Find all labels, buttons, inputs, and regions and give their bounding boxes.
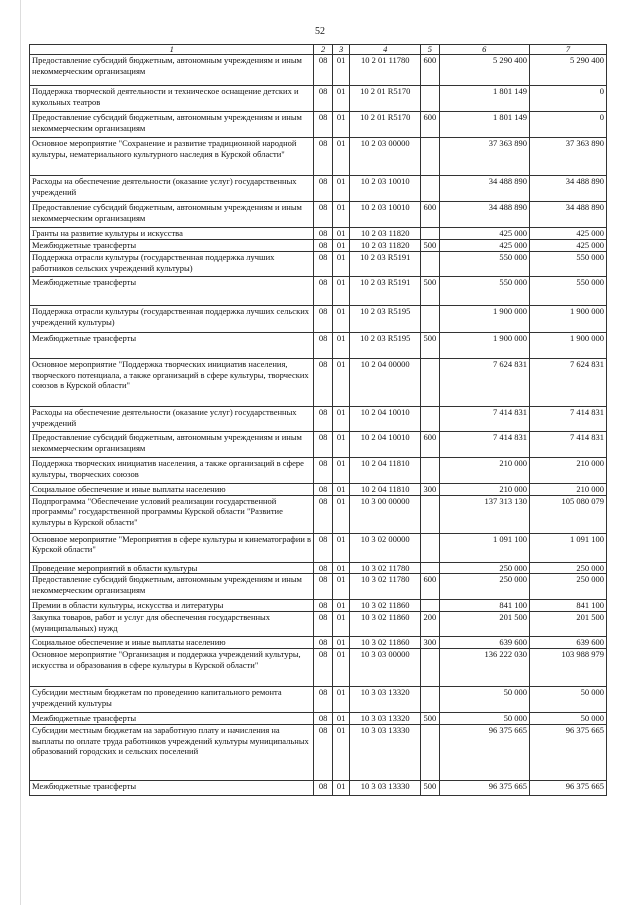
row-subsection-cell: 01 bbox=[332, 432, 349, 458]
row-amount-col7-cell: 1 091 100 bbox=[529, 533, 606, 562]
row-subsection-cell: 01 bbox=[332, 600, 349, 612]
row-expense-type-cell: 500 bbox=[421, 713, 439, 725]
row-section-cell: 08 bbox=[314, 495, 332, 533]
row-amount-col6-cell: 37 363 890 bbox=[439, 138, 529, 176]
row-amount-col7-cell: 50 000 bbox=[529, 687, 606, 713]
row-section-cell: 08 bbox=[314, 306, 332, 333]
row-subsection-cell: 01 bbox=[332, 781, 349, 796]
row-target-article-cell: 10 2 03 R5195 bbox=[350, 306, 421, 333]
row-name-cell: Межбюджетные трансферты bbox=[30, 240, 314, 252]
row-section-cell: 08 bbox=[314, 574, 332, 600]
table-row bbox=[30, 55, 607, 86]
row-amount-col7-cell: 50 000 bbox=[529, 713, 606, 725]
row-subsection-cell: 01 bbox=[332, 86, 349, 112]
row-name-cell: Предоставление субсидий бюджетным, автономным учреждениям и иным некоммерческим организациям bbox=[30, 202, 314, 228]
row-target-article-cell: 10 3 03 13330 bbox=[350, 781, 421, 796]
row-amount-col7-cell: 7 624 831 bbox=[529, 359, 606, 407]
row-amount-col7-cell: 0 bbox=[529, 86, 606, 112]
row-section-cell: 08 bbox=[314, 713, 332, 725]
row-target-article-cell: 10 2 01 R5170 bbox=[350, 86, 421, 112]
row-amount-col6-cell: 425 000 bbox=[439, 240, 529, 252]
row-expense-type-cell bbox=[421, 176, 439, 202]
table-row bbox=[30, 86, 607, 112]
row-subsection-cell: 01 bbox=[332, 458, 349, 484]
row-target-article-cell: 10 3 02 11780 bbox=[350, 574, 421, 600]
table-row bbox=[30, 687, 607, 713]
row-section-cell: 08 bbox=[314, 240, 332, 252]
table-row bbox=[30, 333, 607, 359]
row-name-cell: Поддержка творческой деятельности и техническое оснащение детских и кукольных театров bbox=[30, 86, 314, 112]
row-target-article-cell: 10 2 03 00000 bbox=[350, 138, 421, 176]
row-amount-col7-cell: 37 363 890 bbox=[529, 138, 606, 176]
row-name-cell: Основное мероприятие "Сохранение и развитие традиционной народной культуры, нематериального культурного наследия в Курской области" bbox=[30, 138, 314, 176]
row-target-article-cell: 10 2 04 00000 bbox=[350, 359, 421, 407]
table-row bbox=[30, 600, 607, 612]
row-name-cell: Гранты на развитие культуры и искусства bbox=[30, 228, 314, 240]
row-amount-col7-cell: 425 000 bbox=[529, 240, 606, 252]
row-section-cell: 08 bbox=[314, 781, 332, 796]
row-amount-col7-cell: 34 488 890 bbox=[529, 176, 606, 202]
row-amount-col7-cell: 201 500 bbox=[529, 612, 606, 637]
row-amount-col7-cell: 34 488 890 bbox=[529, 202, 606, 228]
row-target-article-cell: 10 2 01 11780 bbox=[350, 55, 421, 86]
row-expense-type-cell: 300 bbox=[421, 637, 439, 649]
row-target-article-cell: 10 3 02 11860 bbox=[350, 612, 421, 637]
row-target-article-cell: 10 3 03 13330 bbox=[350, 725, 421, 781]
row-subsection-cell: 01 bbox=[332, 725, 349, 781]
row-name-cell: Проведение мероприятий в области культуры bbox=[30, 562, 314, 574]
row-expense-type-cell: 600 bbox=[421, 55, 439, 86]
row-target-article-cell: 10 3 02 11860 bbox=[350, 600, 421, 612]
row-amount-col6-cell: 7 414 831 bbox=[439, 432, 529, 458]
row-expense-type-cell bbox=[421, 228, 439, 240]
row-name-cell: Подпрограмма "Обеспечение условий реализации государственной программы" государственной программы Курской области "Развитие культуры в Курской области" bbox=[30, 495, 314, 533]
row-amount-col7-cell: 7 414 831 bbox=[529, 432, 606, 458]
row-amount-col6-cell: 7 624 831 bbox=[439, 359, 529, 407]
row-amount-col7-cell: 96 375 665 bbox=[529, 725, 606, 781]
table-row bbox=[30, 484, 607, 496]
row-section-cell: 08 bbox=[314, 333, 332, 359]
row-name-cell: Поддержка отрасли культуры (государственная поддержка лучших работников сельских учреждений культуры) bbox=[30, 252, 314, 277]
row-expense-type-cell bbox=[421, 86, 439, 112]
row-amount-col6-cell: 136 222 030 bbox=[439, 649, 529, 687]
row-name-cell: Предоставление субсидий бюджетным, автономным учреждениям и иным некоммерческим организациям bbox=[30, 574, 314, 600]
row-expense-type-cell: 600 bbox=[421, 202, 439, 228]
row-amount-col6-cell: 550 000 bbox=[439, 277, 529, 306]
row-target-article-cell: 10 2 03 10010 bbox=[350, 202, 421, 228]
row-section-cell: 08 bbox=[314, 176, 332, 202]
row-target-article-cell: 10 3 00 00000 bbox=[350, 495, 421, 533]
page-number: 52 bbox=[315, 26, 325, 37]
table-row bbox=[30, 252, 607, 277]
row-expense-type-cell: 600 bbox=[421, 574, 439, 600]
row-amount-col6-cell: 96 375 665 bbox=[439, 725, 529, 781]
table-row bbox=[30, 533, 607, 562]
row-name-cell: Расходы на обеспечение деятельности (оказание услуг) государственных учреждений bbox=[30, 407, 314, 432]
row-expense-type-cell bbox=[421, 252, 439, 277]
row-subsection-cell: 01 bbox=[332, 612, 349, 637]
row-subsection-cell: 01 bbox=[332, 359, 349, 407]
row-section-cell: 08 bbox=[314, 533, 332, 562]
table-row bbox=[30, 725, 607, 781]
row-section-cell: 08 bbox=[314, 687, 332, 713]
row-amount-col7-cell: 5 290 400 bbox=[529, 55, 606, 86]
header-col-2: 2 bbox=[314, 45, 332, 55]
row-subsection-cell: 01 bbox=[332, 484, 349, 496]
row-amount-col7-cell: 0 bbox=[529, 112, 606, 138]
table-row bbox=[30, 138, 607, 176]
row-expense-type-cell bbox=[421, 138, 439, 176]
row-amount-col6-cell: 425 000 bbox=[439, 228, 529, 240]
row-name-cell: Поддержка отрасли культуры (государственная поддержка лучших сельских учреждений культуры) bbox=[30, 306, 314, 333]
row-name-cell: Закупка товаров, работ и услуг для обеспечения государственных (муниципальных) нужд bbox=[30, 612, 314, 637]
row-name-cell: Межбюджетные трансферты bbox=[30, 781, 314, 796]
table-row bbox=[30, 713, 607, 725]
row-amount-col6-cell: 201 500 bbox=[439, 612, 529, 637]
row-target-article-cell: 10 2 03 10010 bbox=[350, 176, 421, 202]
row-subsection-cell: 01 bbox=[332, 55, 349, 86]
row-section-cell: 08 bbox=[314, 359, 332, 407]
row-amount-col6-cell: 34 488 890 bbox=[439, 202, 529, 228]
table-row bbox=[30, 649, 607, 687]
table-row bbox=[30, 781, 607, 796]
row-target-article-cell: 10 2 04 11810 bbox=[350, 458, 421, 484]
row-subsection-cell: 01 bbox=[332, 306, 349, 333]
row-subsection-cell: 01 bbox=[332, 687, 349, 713]
row-name-cell: Предоставление субсидий бюджетным, автономным учреждениям и иным некоммерческим организациям bbox=[30, 432, 314, 458]
row-amount-col6-cell: 137 313 130 bbox=[439, 495, 529, 533]
row-amount-col6-cell: 250 000 bbox=[439, 562, 529, 574]
row-amount-col7-cell: 250 000 bbox=[529, 562, 606, 574]
row-amount-col7-cell: 1 900 000 bbox=[529, 306, 606, 333]
row-subsection-cell: 01 bbox=[332, 533, 349, 562]
row-amount-col7-cell: 639 600 bbox=[529, 637, 606, 649]
row-name-cell: Основное мероприятие "Организация и поддержка учреждений культуры, искусства и образования в сфере культуры в Курской области" bbox=[30, 649, 314, 687]
row-section-cell: 08 bbox=[314, 725, 332, 781]
row-name-cell: Основное мероприятие "Поддержка творческих инициатив населения, творческого потенциала, а также организаций в сфере культуры, творческих союзов в Курской области" bbox=[30, 359, 314, 407]
row-amount-col6-cell: 1 900 000 bbox=[439, 306, 529, 333]
row-section-cell: 08 bbox=[314, 407, 332, 432]
row-subsection-cell: 01 bbox=[332, 252, 349, 277]
row-target-article-cell: 10 2 03 11820 bbox=[350, 228, 421, 240]
row-amount-col7-cell: 7 414 831 bbox=[529, 407, 606, 432]
table-row bbox=[30, 574, 607, 600]
row-amount-col6-cell: 5 290 400 bbox=[439, 55, 529, 86]
row-section-cell: 08 bbox=[314, 432, 332, 458]
row-amount-col6-cell: 7 414 831 bbox=[439, 407, 529, 432]
row-expense-type-cell bbox=[421, 649, 439, 687]
row-section-cell: 08 bbox=[314, 612, 332, 637]
row-section-cell: 08 bbox=[314, 600, 332, 612]
row-section-cell: 08 bbox=[314, 484, 332, 496]
row-amount-col6-cell: 50 000 bbox=[439, 687, 529, 713]
row-expense-type-cell bbox=[421, 359, 439, 407]
row-expense-type-cell: 500 bbox=[421, 240, 439, 252]
row-section-cell: 08 bbox=[314, 228, 332, 240]
row-name-cell: Межбюджетные трансферты bbox=[30, 713, 314, 725]
page-edge bbox=[20, 0, 21, 905]
row-amount-col7-cell: 250 000 bbox=[529, 574, 606, 600]
header-col-4: 4 bbox=[350, 45, 421, 55]
row-amount-col6-cell: 250 000 bbox=[439, 574, 529, 600]
row-section-cell: 08 bbox=[314, 252, 332, 277]
table-row bbox=[30, 202, 607, 228]
table-row bbox=[30, 407, 607, 432]
row-expense-type-cell: 600 bbox=[421, 432, 439, 458]
row-target-article-cell: 10 3 02 00000 bbox=[350, 533, 421, 562]
row-expense-type-cell bbox=[421, 562, 439, 574]
row-amount-col6-cell: 639 600 bbox=[439, 637, 529, 649]
row-section-cell: 08 bbox=[314, 649, 332, 687]
row-section-cell: 08 bbox=[314, 112, 332, 138]
budget-table bbox=[29, 44, 607, 796]
table-row bbox=[30, 306, 607, 333]
row-amount-col6-cell: 1 900 000 bbox=[439, 333, 529, 359]
row-amount-col7-cell: 1 900 000 bbox=[529, 333, 606, 359]
row-subsection-cell: 01 bbox=[332, 176, 349, 202]
row-subsection-cell: 01 bbox=[332, 574, 349, 600]
row-subsection-cell: 01 bbox=[332, 562, 349, 574]
row-amount-col6-cell: 550 000 bbox=[439, 252, 529, 277]
row-subsection-cell: 01 bbox=[332, 240, 349, 252]
row-target-article-cell: 10 2 03 11820 bbox=[350, 240, 421, 252]
row-name-cell: Предоставление субсидий бюджетным, автономным учреждениям и иным некоммерческим организациям bbox=[30, 112, 314, 138]
row-name-cell: Межбюджетные трансферты bbox=[30, 333, 314, 359]
header-col-7: 7 bbox=[529, 45, 606, 55]
table-row bbox=[30, 176, 607, 202]
row-amount-col6-cell: 1 801 149 bbox=[439, 112, 529, 138]
row-subsection-cell: 01 bbox=[332, 202, 349, 228]
row-subsection-cell: 01 bbox=[332, 228, 349, 240]
row-subsection-cell: 01 bbox=[332, 713, 349, 725]
table-row bbox=[30, 458, 607, 484]
row-name-cell: Субсидии местным бюджетам по проведению капитального ремонта учреждений культуры bbox=[30, 687, 314, 713]
row-amount-col7-cell: 841 100 bbox=[529, 600, 606, 612]
table-row bbox=[30, 240, 607, 252]
row-amount-col6-cell: 1 091 100 bbox=[439, 533, 529, 562]
row-expense-type-cell bbox=[421, 495, 439, 533]
table-row bbox=[30, 277, 607, 306]
row-target-article-cell: 10 2 04 10010 bbox=[350, 432, 421, 458]
row-subsection-cell: 01 bbox=[332, 495, 349, 533]
row-name-cell: Социальное обеспечение и иные выплаты населению bbox=[30, 484, 314, 496]
row-target-article-cell: 10 3 02 11860 bbox=[350, 637, 421, 649]
table-row bbox=[30, 228, 607, 240]
row-section-cell: 08 bbox=[314, 277, 332, 306]
row-amount-col7-cell: 210 000 bbox=[529, 458, 606, 484]
row-amount-col7-cell: 103 988 979 bbox=[529, 649, 606, 687]
row-expense-type-cell: 500 bbox=[421, 781, 439, 796]
row-target-article-cell: 10 2 01 R5170 bbox=[350, 112, 421, 138]
row-amount-col6-cell: 1 801 149 bbox=[439, 86, 529, 112]
row-amount-col6-cell: 50 000 bbox=[439, 713, 529, 725]
header-col-5: 5 bbox=[421, 45, 439, 55]
row-expense-type-cell bbox=[421, 306, 439, 333]
row-target-article-cell: 10 3 02 11780 bbox=[350, 562, 421, 574]
row-amount-col7-cell: 550 000 bbox=[529, 277, 606, 306]
row-subsection-cell: 01 bbox=[332, 637, 349, 649]
row-expense-type-cell bbox=[421, 687, 439, 713]
row-section-cell: 08 bbox=[314, 86, 332, 112]
row-name-cell: Премии в области культуры, искусства и литературы bbox=[30, 600, 314, 612]
header-col-3: 3 bbox=[332, 45, 349, 55]
row-section-cell: 08 bbox=[314, 562, 332, 574]
row-amount-col6-cell: 210 000 bbox=[439, 458, 529, 484]
row-name-cell: Субсидии местным бюджетам на заработную плату и начисления на выплаты по оплате труда работников учреждений культуры муниципальных образований городских и сельских поселений bbox=[30, 725, 314, 781]
row-subsection-cell: 01 bbox=[332, 649, 349, 687]
table-row bbox=[30, 112, 607, 138]
row-target-article-cell: 10 2 04 10010 bbox=[350, 407, 421, 432]
row-expense-type-cell: 200 bbox=[421, 612, 439, 637]
row-expense-type-cell: 500 bbox=[421, 333, 439, 359]
table-row bbox=[30, 432, 607, 458]
row-target-article-cell: 10 3 03 13320 bbox=[350, 713, 421, 725]
row-target-article-cell: 10 2 03 R5191 bbox=[350, 277, 421, 306]
row-expense-type-cell: 500 bbox=[421, 277, 439, 306]
row-expense-type-cell bbox=[421, 600, 439, 612]
row-subsection-cell: 01 bbox=[332, 333, 349, 359]
header-col-1: 1 bbox=[30, 45, 314, 55]
row-section-cell: 08 bbox=[314, 637, 332, 649]
row-expense-type-cell bbox=[421, 725, 439, 781]
header-col-6: 6 bbox=[439, 45, 529, 55]
row-section-cell: 08 bbox=[314, 55, 332, 86]
row-target-article-cell: 10 2 04 11810 bbox=[350, 484, 421, 496]
row-section-cell: 08 bbox=[314, 458, 332, 484]
row-name-cell: Межбюджетные трансферты bbox=[30, 277, 314, 306]
table-row bbox=[30, 637, 607, 649]
row-amount-col7-cell: 105 080 079 bbox=[529, 495, 606, 533]
row-subsection-cell: 01 bbox=[332, 112, 349, 138]
row-section-cell: 08 bbox=[314, 202, 332, 228]
row-expense-type-cell: 300 bbox=[421, 484, 439, 496]
row-subsection-cell: 01 bbox=[332, 138, 349, 176]
row-expense-type-cell: 600 bbox=[421, 112, 439, 138]
row-amount-col7-cell: 96 375 665 bbox=[529, 781, 606, 796]
row-amount-col6-cell: 96 375 665 bbox=[439, 781, 529, 796]
row-name-cell: Поддержка творческих инициатив населения, а также организаций в сфере культуры, творческих союзов bbox=[30, 458, 314, 484]
row-name-cell: Расходы на обеспечение деятельности (оказание услуг) государственных учреждений bbox=[30, 176, 314, 202]
table-row bbox=[30, 495, 607, 533]
row-section-cell: 08 bbox=[314, 138, 332, 176]
row-amount-col6-cell: 841 100 bbox=[439, 600, 529, 612]
row-target-article-cell: 10 3 03 00000 bbox=[350, 649, 421, 687]
row-amount-col6-cell: 210 000 bbox=[439, 484, 529, 496]
row-subsection-cell: 01 bbox=[332, 277, 349, 306]
row-amount-col7-cell: 210 000 bbox=[529, 484, 606, 496]
row-amount-col6-cell: 34 488 890 bbox=[439, 176, 529, 202]
row-expense-type-cell bbox=[421, 533, 439, 562]
row-target-article-cell: 10 3 03 13320 bbox=[350, 687, 421, 713]
row-amount-col7-cell: 425 000 bbox=[529, 228, 606, 240]
row-subsection-cell: 01 bbox=[332, 407, 349, 432]
row-amount-col7-cell: 550 000 bbox=[529, 252, 606, 277]
table-row bbox=[30, 359, 607, 407]
row-expense-type-cell bbox=[421, 407, 439, 432]
table-header-row bbox=[30, 45, 607, 55]
row-name-cell: Основное мероприятие "Мероприятия в сфере культуры и кинематографии в Курской области" bbox=[30, 533, 314, 562]
row-target-article-cell: 10 2 03 R5191 bbox=[350, 252, 421, 277]
row-expense-type-cell bbox=[421, 458, 439, 484]
table-row bbox=[30, 562, 607, 574]
row-name-cell: Социальное обеспечение и иные выплаты населению bbox=[30, 637, 314, 649]
row-name-cell: Предоставление субсидий бюджетным, автономным учреждениям и иным некоммерческим организациям bbox=[30, 55, 314, 86]
table-row bbox=[30, 612, 607, 637]
table-body bbox=[30, 55, 607, 796]
row-target-article-cell: 10 2 03 R5195 bbox=[350, 333, 421, 359]
